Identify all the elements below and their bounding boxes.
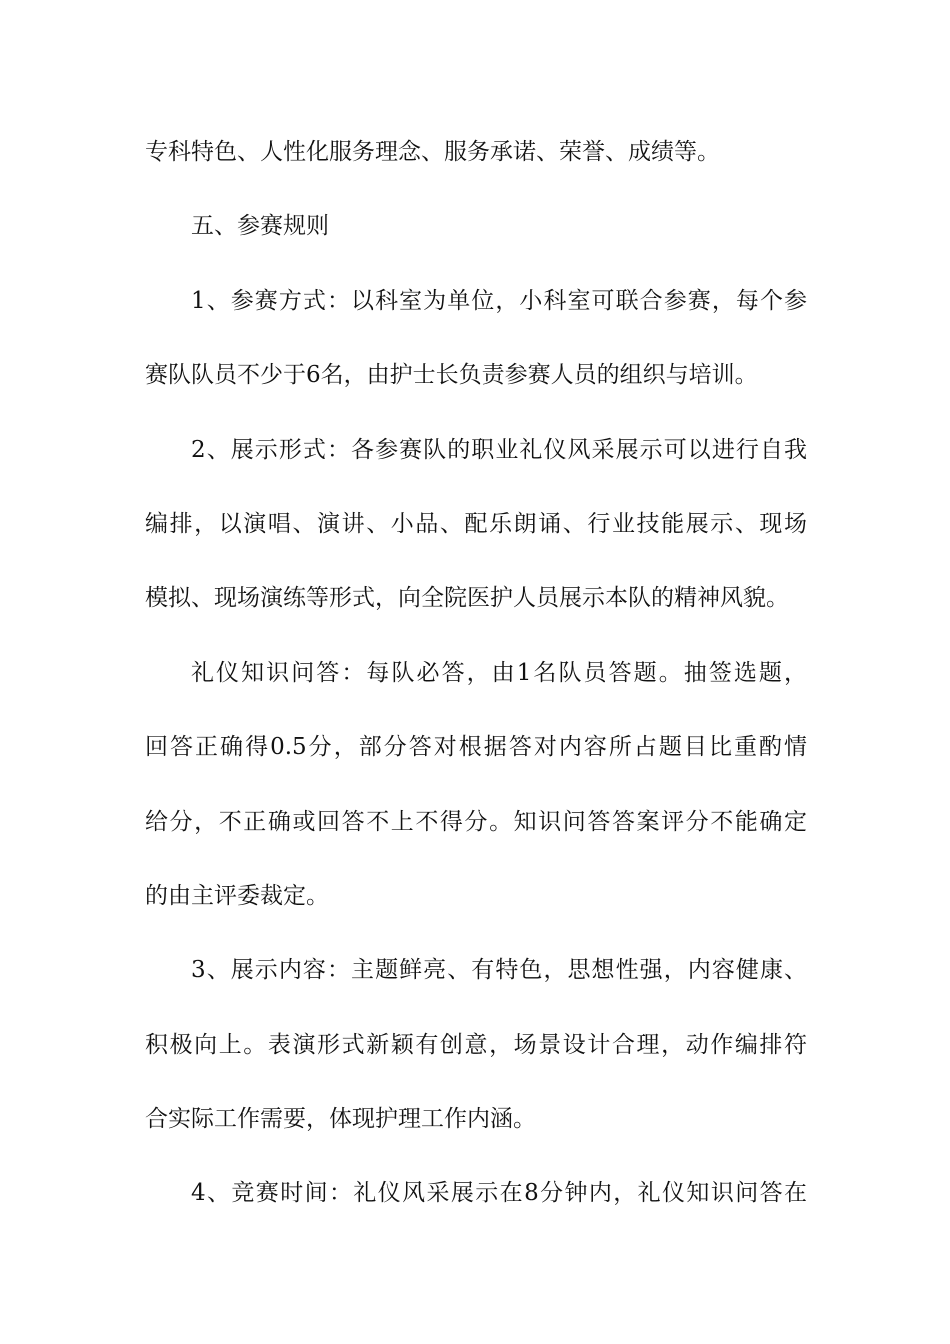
paragraph-line: 3、展示内容：主题鲜亮、有特色，思想性强，内容健康、 — [191, 957, 807, 984]
paragraph-line: 赛队队员不少于6名，由护士长负责参赛人员的组织与培训。 — [145, 362, 758, 389]
paragraph-line: 2、展示形式：各参赛队的职业礼仪风采展示可以进行自我 — [191, 436, 807, 463]
paragraph-line: 合实际工作需要，体现护理工作内涵。 — [145, 1106, 536, 1133]
document-body — [145, 132, 807, 1248]
section-heading: 五、参赛规则 — [191, 213, 329, 240]
paragraph-line: 编排，以演唱、演讲、小品、配乐朗诵、行业技能展示、现场 — [145, 510, 807, 537]
paragraph-line: 给分，不正确或回答不上不得分。知识问答答案评分不能确定 — [145, 808, 807, 835]
paragraph-line: 礼仪知识问答：每队必答，由1名队员答题。抽签选题， — [191, 659, 807, 686]
paragraph-line: 4、竞赛时间：礼仪风采展示在8分钟内，礼仪知识问答在 — [191, 1180, 807, 1207]
paragraph-line: 的由主评委裁定。 — [145, 882, 329, 909]
paragraph-line: 积极向上。表演形式新颖有创意，场景设计合理，动作编排符 — [145, 1031, 807, 1058]
paragraph-line: 模拟、现场演练等形式，向全院医护人员展示本队的精神风貌。 — [145, 585, 789, 612]
paragraph-line: 回答正确得0.5分，部分答对根据答对内容所占题目比重酌情 — [145, 734, 807, 761]
paragraph-line: 1、参赛方式：以科室为单位，小科室可联合参赛，每个参 — [191, 287, 807, 314]
paragraph-line: 专科特色、人性化服务理念、服务承诺、荣誉、成绩等。 — [145, 139, 720, 165]
